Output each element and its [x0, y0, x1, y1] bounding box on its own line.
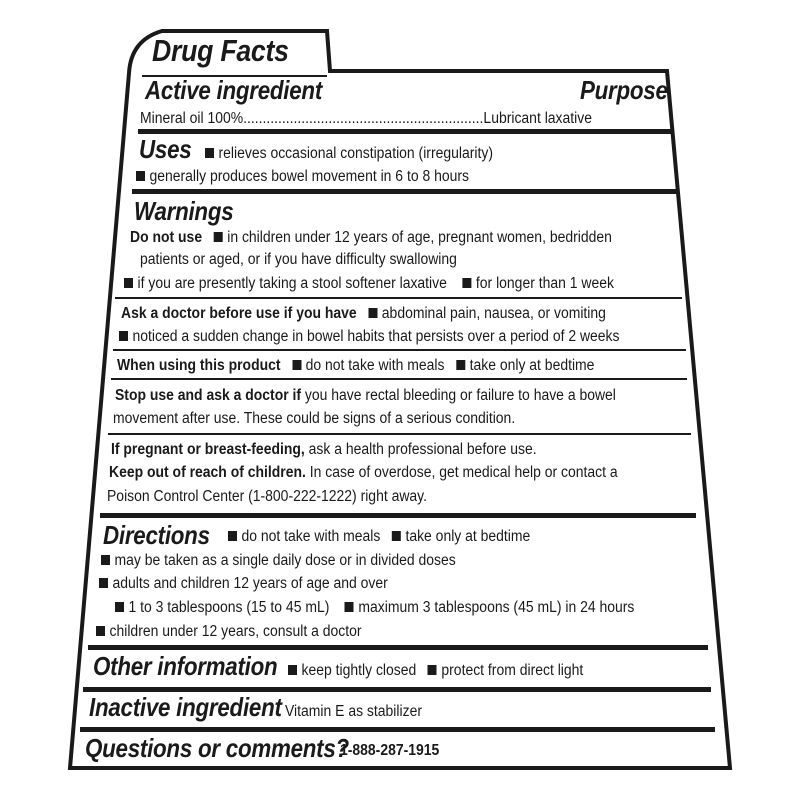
ask-doctor-line-1: Ask a doctor before use if you have abdominal pain, nausea, or vomiting — [121, 305, 606, 322]
directions-line-1: do not take with meals take only at bedtime — [228, 528, 530, 546]
do-not-use-label: Do not use — [130, 229, 203, 246]
rule-directions — [88, 645, 708, 650]
other-info-items: keep tightly closed protect from direct light — [288, 662, 583, 680]
inactive-text: Vitamin E as stabilizer — [285, 703, 422, 720]
directions-line-4: 1 to 3 tablespoons (15 to 45 mL) maximum 3 tablespoons (45 mL) in 24 hours — [115, 599, 634, 617]
directions-heading: Directions — [103, 520, 210, 550]
keep-out-line-1: Keep out of reach of children. In case of overdose, get medical help or contact a — [109, 464, 618, 481]
bullet-icon — [205, 148, 214, 158]
rule-when-using — [111, 378, 687, 380]
stop-use-line-2: movement after use. These could be signs of a serious condition. — [113, 410, 516, 427]
bullet-icon — [101, 555, 110, 565]
do-not-use-line-1: Do not use in children under 12 years of age, pregnant women, bedridden — [130, 229, 612, 246]
bullet-icon — [456, 360, 465, 370]
keep-out-line-2: Poison Control Center (1-800-222-1222) right away. — [107, 488, 427, 505]
purpose-heading: Purpose — [580, 75, 668, 105]
rule-stop-use — [108, 433, 691, 435]
bullet-icon — [368, 308, 377, 318]
warnings-heading: Warnings — [134, 196, 234, 226]
uses-item-2: generally produces bowel movement in 6 to 8 hours — [136, 168, 469, 186]
bullet-icon — [392, 531, 401, 541]
uses-item-1: relieves occasional constipation (irregularity) — [205, 145, 493, 163]
bullet-icon — [288, 665, 297, 675]
bullet-icon — [345, 602, 354, 612]
rule-do-not-use — [115, 297, 682, 299]
when-using-line: When using this product do not take with meals take only at bedtime — [117, 357, 595, 374]
inactive-heading: Inactive ingredient — [89, 692, 282, 722]
questions-phone: 1-888-287-1915 — [340, 742, 440, 759]
pregnant-line: If pregnant or breast-feeding, ask a health professional before use. — [111, 441, 537, 458]
other-info-heading: Other information — [93, 651, 278, 681]
bullet-icon — [119, 331, 128, 341]
rule-inactive — [80, 727, 715, 732]
directions-line-5: children under 12 years, consult a doctor — [96, 623, 362, 641]
ask-doctor-label: Ask a doctor before use if you have — [121, 305, 357, 322]
active-ingredient-heading: Active ingredient — [145, 75, 323, 105]
bullet-icon — [136, 171, 145, 181]
bullet-icon — [99, 578, 108, 588]
ingredient-purpose: Lubricant laxative — [483, 110, 592, 127]
pregnant-label: If pregnant or breast-feeding, — [111, 441, 305, 458]
ask-doctor-line-2: noticed a sudden change in bowel habits that persists over a period of 2 weeks — [119, 328, 620, 346]
questions-heading: Questions or comments? — [85, 733, 349, 763]
active-ingredient-line — [140, 110, 592, 128]
rule-active — [138, 129, 673, 134]
bullet-icon — [462, 278, 471, 288]
bullet-icon — [228, 531, 237, 541]
bullet-icon — [115, 602, 124, 612]
bullet-icon — [124, 278, 133, 288]
bullet-icon — [96, 626, 105, 636]
bullet-icon — [214, 232, 223, 242]
do-not-use-line-2: patients or aged, or if you have difficulty swallowing — [140, 251, 457, 268]
leader-dots: .............................................................. — [243, 110, 484, 127]
directions-line-2: may be taken as a single daily dose or in divided doses — [101, 552, 456, 570]
stop-use-label: Stop use and ask a doctor if — [115, 387, 302, 404]
do-not-use-line-3: if you are presently taking a stool softener laxative for longer than 1 week — [124, 275, 614, 293]
stop-use-line-1: Stop use and ask a doctor if you have rectal bleeding or failure to have a bowel — [115, 387, 616, 404]
ingredient-name: Mineral oil 100% — [140, 110, 244, 127]
uses-heading: Uses — [139, 134, 192, 164]
when-using-label: When using this product — [117, 357, 281, 374]
bullet-icon — [292, 360, 301, 370]
rule-warnings — [100, 513, 696, 518]
directions-line-3: adults and children 12 years of age and over — [99, 575, 388, 593]
keep-out-label: Keep out of reach of children. — [109, 464, 306, 481]
bullet-icon — [428, 665, 437, 675]
rule-uses — [132, 189, 678, 194]
drug-facts-title: Drug Facts — [152, 33, 289, 68]
rule-ask-doctor — [113, 349, 686, 351]
